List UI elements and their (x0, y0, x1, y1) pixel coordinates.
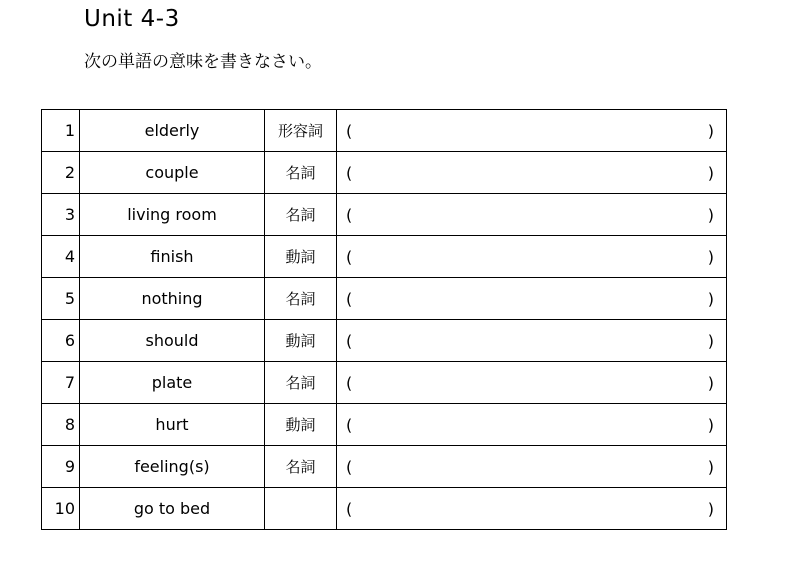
part-of-speech (265, 488, 337, 530)
english-word: nothing (80, 278, 265, 320)
close-parenthesis: ) (707, 457, 714, 476)
answer-field[interactable] (337, 488, 727, 530)
row-number: 8 (42, 404, 80, 446)
part-of-speech: 名詞 (265, 194, 337, 236)
page-title: Unit 4-3 (84, 6, 180, 32)
row-number: 7 (42, 362, 80, 404)
close-parenthesis: ) (707, 499, 714, 518)
table-row (42, 404, 727, 446)
table-row (42, 278, 727, 320)
answer-field[interactable] (337, 152, 727, 194)
english-word: elderly (80, 110, 265, 152)
instruction-text: 次の単語の意味を書きなさい。 (84, 52, 322, 72)
open-parenthesis: ( (346, 373, 353, 392)
close-parenthesis: ) (707, 331, 714, 350)
table-row (42, 152, 727, 194)
english-word: should (80, 320, 265, 362)
row-number: 10 (42, 488, 80, 530)
open-parenthesis: ( (346, 121, 353, 140)
part-of-speech: 動詞 (265, 236, 337, 278)
close-parenthesis: ) (707, 205, 714, 224)
close-parenthesis: ) (707, 373, 714, 392)
table-row (42, 320, 727, 362)
table-row (42, 236, 727, 278)
vocabulary-table-body (42, 110, 727, 530)
part-of-speech: 動詞 (265, 320, 337, 362)
english-word: couple (80, 152, 265, 194)
part-of-speech: 形容詞 (265, 110, 337, 152)
english-word: feeling(s) (80, 446, 265, 488)
close-parenthesis: ) (707, 289, 714, 308)
answer-field[interactable] (337, 194, 727, 236)
answer-field[interactable] (337, 278, 727, 320)
row-number: 9 (42, 446, 80, 488)
table-row (42, 446, 727, 488)
table-row (42, 194, 727, 236)
part-of-speech: 名詞 (265, 446, 337, 488)
answer-field[interactable] (337, 446, 727, 488)
answer-field[interactable] (337, 236, 727, 278)
table-row (42, 362, 727, 404)
row-number: 3 (42, 194, 80, 236)
row-number: 4 (42, 236, 80, 278)
english-word: hurt (80, 404, 265, 446)
close-parenthesis: ) (707, 415, 714, 434)
open-parenthesis: ( (346, 415, 353, 434)
answer-field[interactable] (337, 404, 727, 446)
english-word: plate (80, 362, 265, 404)
row-number: 2 (42, 152, 80, 194)
open-parenthesis: ( (346, 247, 353, 266)
english-word: finish (80, 236, 265, 278)
row-number: 1 (42, 110, 80, 152)
row-number: 5 (42, 278, 80, 320)
answer-field[interactable] (337, 320, 727, 362)
close-parenthesis: ) (707, 121, 714, 140)
row-number: 6 (42, 320, 80, 362)
part-of-speech: 名詞 (265, 362, 337, 404)
answer-field[interactable] (337, 110, 727, 152)
english-word: go to bed (80, 488, 265, 530)
close-parenthesis: ) (707, 247, 714, 266)
open-parenthesis: ( (346, 499, 353, 518)
part-of-speech: 名詞 (265, 278, 337, 320)
open-parenthesis: ( (346, 289, 353, 308)
open-parenthesis: ( (346, 205, 353, 224)
open-parenthesis: ( (346, 331, 353, 350)
open-parenthesis: ( (346, 163, 353, 182)
table-row (42, 488, 727, 530)
open-parenthesis: ( (346, 457, 353, 476)
part-of-speech: 動詞 (265, 404, 337, 446)
table-row (42, 110, 727, 152)
english-word: living room (80, 194, 265, 236)
close-parenthesis: ) (707, 163, 714, 182)
answer-field[interactable] (337, 362, 727, 404)
part-of-speech: 名詞 (265, 152, 337, 194)
vocabulary-table (41, 109, 727, 530)
